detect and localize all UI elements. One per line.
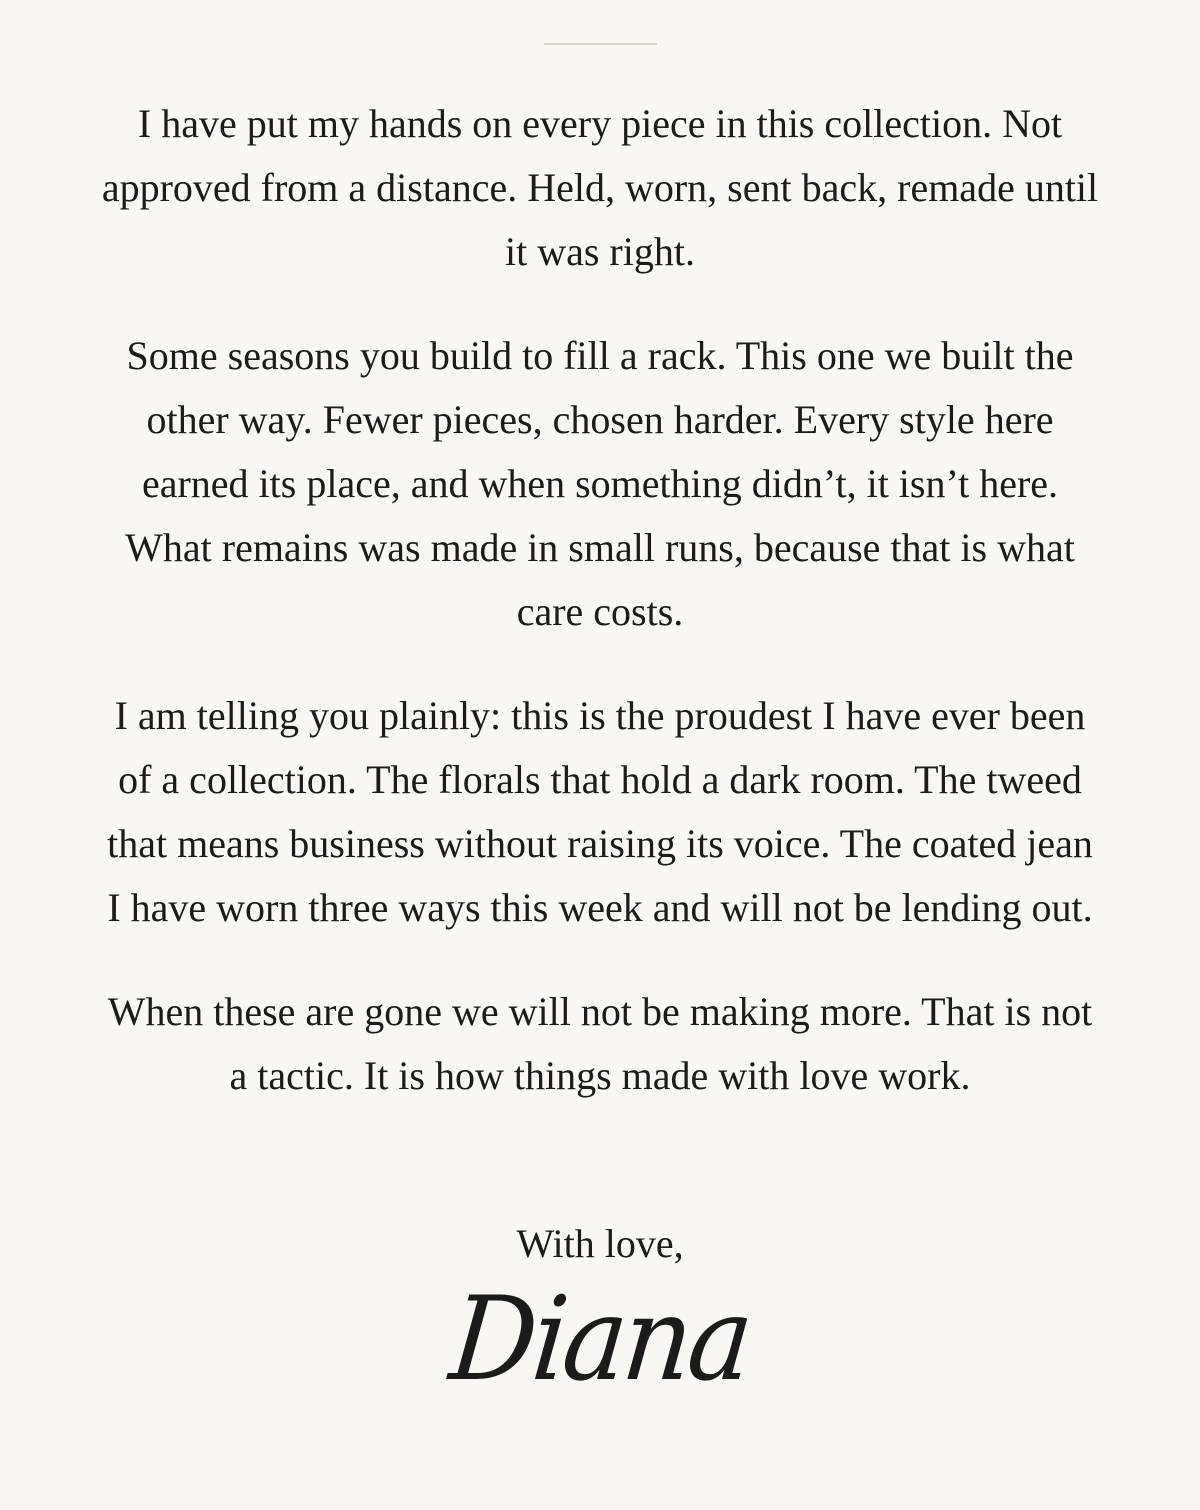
letter-paragraph-1: I have put my hands on every piece in this collection. Not approved from a distance. Held, worn, sent back, remade until it was right. xyxy=(101,101,1099,274)
letter-closing: With love, xyxy=(516,1221,684,1266)
signature: Diana xyxy=(444,1272,756,1407)
letter-paragraph-3: I am telling you plainly: this is the proudest I have ever been of a collection. The florals that hold a dark room. The tweed that means business without raising its voice. The coated jean I have worn three ways this week and will not be lending out. xyxy=(107,693,1093,930)
top-divider xyxy=(544,43,657,45)
letter-body xyxy=(100,92,1100,1148)
letter-paragraph-4: When these are gone we will not be making more. That is not a tactic. It is how things made with love work. xyxy=(107,989,1093,1098)
letter-paragraph-2: Some seasons you build to fill a rack. This one we built the other way. Fewer pieces, chosen harder. Every style here earned its place, and when something didn’t, it isn’t here. What remains was made in small runs, because that is what care costs. xyxy=(125,333,1075,634)
